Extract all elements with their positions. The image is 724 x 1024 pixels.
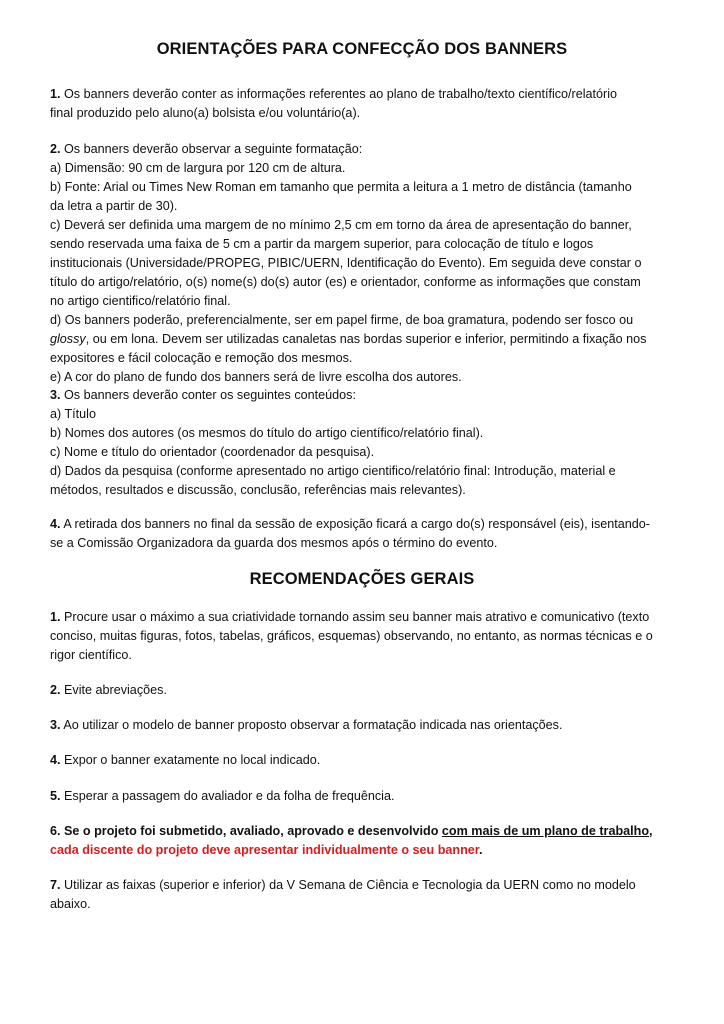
- recomendacao-6-period: .: [479, 843, 483, 857]
- recomendacao-6: [50, 822, 692, 860]
- orientacao-4-line-2: se a Comissão Organizadora da guarda dos mesmos após o término do evento.: [50, 536, 498, 550]
- recomendacao-6-line-1: [50, 822, 692, 841]
- recomendacao-1-line-1: [50, 608, 692, 627]
- section-title-recomendacoes: RECOMENDAÇÕES GERAIS: [249, 570, 475, 588]
- section-title-orientacoes: ORIENTAÇÕES PARA CONFECÇÃO DOS BANNERS: [156, 40, 568, 58]
- orientacao-3-d-line-2: métodos, resultados e discussão, conclusão, referências mais relevantes).: [50, 483, 466, 497]
- orientacao-3-a: a) Título: [50, 407, 96, 421]
- item-number: 3.: [50, 388, 61, 402]
- orientacao-1-line-1: [50, 85, 692, 104]
- item-number: 2.: [50, 683, 61, 697]
- recomendacao-4: [50, 751, 692, 770]
- orientacao-4: [50, 515, 692, 553]
- recomendacao-2-text: Evite abreviações.: [60, 683, 167, 697]
- recomendacao-3-text: Ao utilizar o modelo de banner proposto observar a formatação indicada nas orientações.: [60, 718, 563, 732]
- recomendacao-6-comma: ,: [649, 824, 653, 838]
- orientacao-2-e: e) A cor do plano de fundo dos banners será de livre escolha dos autores.: [50, 370, 462, 384]
- recomendacao-3-line: [50, 716, 692, 735]
- recomendacao-4-line: [50, 751, 692, 770]
- recomendacao-7: [50, 876, 692, 914]
- item-number: 6.: [50, 824, 61, 838]
- orientacao-2-c-line-5: no artigo cientifico/relatório final.: [50, 294, 231, 308]
- orientacao-3-intro: [50, 386, 692, 405]
- red-highlight-text: cada discente do projeto deve apresentar individualmente o seu banner: [50, 843, 480, 857]
- orientacao-2-d-line-3: expositores e fácil colocação e remoção dos mesmos.: [50, 351, 353, 365]
- orientacao-2-text: Os banners deverão observar a seguinte formatação:: [60, 142, 363, 156]
- orientacao-3-d-line-1: d) Dados da pesquisa (conforme apresentado no artigo cientifico/relatório final: Introdução, material e: [50, 464, 616, 478]
- item-number: 1.: [50, 610, 61, 624]
- recomendacao-1-line-2: conciso, muitas figuras, fotos, tabelas, gráficos, esquemas) observando, no entanto, as normas técnicas e o: [50, 629, 653, 643]
- orientacao-2-c-line-3: institucionais (Universidade/PROPEG, PIBIC/UERN, Identificação do Evento). Em seguida deve constar o: [50, 256, 642, 270]
- orientacao-3-b: b) Nomes dos autores (os mesmos do título do artigo científico/relatório final).: [50, 426, 484, 440]
- recomendacao-1-text: Procure usar o máximo a sua criatividade tornando assim seu banner mais atrativo e comunicativo (texto: [60, 610, 650, 624]
- orientacao-2-d-line-1: d) Os banners poderão, preferencialmente, ser em papel firme, de boa gramatura, podendo ser fosco ou: [50, 313, 634, 327]
- item-number: 2.: [50, 142, 61, 156]
- glossy-italic: glossy: [50, 332, 86, 346]
- recomendacao-2: [50, 681, 692, 700]
- item-number: 5.: [50, 789, 61, 803]
- item-number: 3.: [50, 718, 61, 732]
- orientacao-1-text: Os banners deverão conter as informações referentes ao plano de trabalho/texto científico/relatório: [60, 87, 618, 101]
- orientacao-2-intro: [50, 140, 692, 159]
- orientacao-3-c: c) Nome e título do orientador (coordenador da pesquisa).: [50, 445, 375, 459]
- orientacao-2-b-line-2: da letra a partir de 30).: [50, 199, 178, 213]
- recomendacao-1: [50, 608, 692, 665]
- item-number: 4.: [50, 517, 61, 531]
- recomendacao-6-bold-text: Se o projeto foi submetido, avaliado, aprovado e desenvolvido: [60, 824, 442, 838]
- orientacao-1: [50, 85, 692, 123]
- recomendacao-7-text: Utilizar as faixas (superior e inferior) da V Semana de Ciência e Tecnologia da UERN como no modelo: [60, 878, 636, 892]
- item-number: 1.: [50, 87, 61, 101]
- orientacao-2-c-line-4: título do artigo/relatório, o(s) nome(s) do(s) autor (es) e orientador, conforme as informações que constam: [50, 275, 641, 289]
- orientacao-2-c-line-1: c) Deverá ser definida uma margem de no mínimo 2,5 cm em torno da área de apresentação do banner,: [50, 218, 632, 232]
- orientacao-4-line-1: [50, 515, 692, 534]
- item-number: 4.: [50, 753, 61, 767]
- recomendacao-2-line: [50, 681, 692, 700]
- orientacao-2-d-line-2-text: , ou em lona. Devem ser utilizadas canaletas nas bordas superior e inferior, permitindo a fixação nos: [85, 332, 647, 346]
- recomendacao-4-text: Expor o banner exatamente no local indicado.: [60, 753, 321, 767]
- recomendacao-7-line-1: [50, 876, 692, 895]
- orientacao-1-line-2: final produzido pelo aluno(a) bolsista e/ou voluntário(a).: [50, 106, 361, 120]
- recomendacao-5-text: Esperar a passagem do avaliador e da folha de frequência.: [60, 789, 395, 803]
- item-number: 7.: [50, 878, 61, 892]
- orientacao-2-a: a) Dimensão: 90 cm de largura por 120 cm de altura.: [50, 161, 346, 175]
- recomendacao-3: [50, 716, 692, 735]
- orientacao-3: [50, 386, 692, 500]
- orientacao-4-text: A retirada dos banners no final da sessão de exposição ficará a cargo do(s) responsável (eis), isentando-: [60, 517, 650, 531]
- orientacao-2: [50, 140, 692, 387]
- orientacao-2-d-line-2: [50, 330, 692, 349]
- underlined-text: com mais de um plano de trabalho: [441, 824, 650, 838]
- recomendacao-6-line-2: [50, 841, 692, 860]
- orientacao-3-text: Os banners deverão conter os seguintes conteúdos:: [60, 388, 356, 402]
- recomendacao-7-line-2: abaixo.: [50, 897, 91, 911]
- orientacao-2-c-line-2: sendo reservada uma faixa de 5 cm a partir da margem superior, para colocação de título e logos: [50, 237, 594, 251]
- recomendacao-5: [50, 787, 692, 806]
- recomendacao-5-line: [50, 787, 692, 806]
- recomendacao-1-line-3: rigor científico.: [50, 648, 132, 662]
- orientacao-2-b-line-1: b) Fonte: Arial ou Times New Roman em tamanho que permita a leitura a 1 metro de distância (tamanho: [50, 180, 632, 194]
